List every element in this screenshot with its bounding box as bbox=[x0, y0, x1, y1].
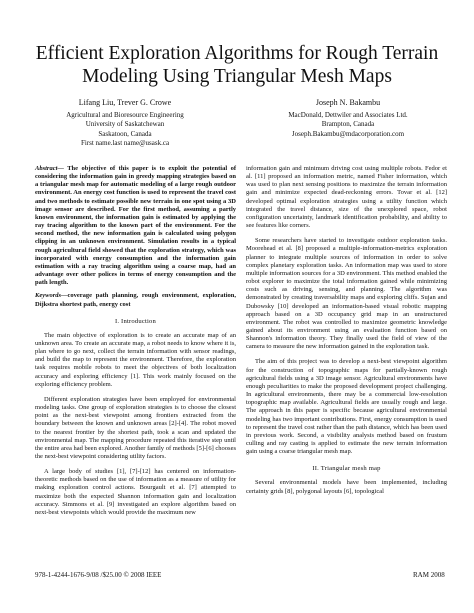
author-affiliation: Agricultural and Bioresource Engineering bbox=[66, 111, 184, 119]
body-paragraph: A large body of studies [1], [7]-[12] has centered on information-theoretic methods based on the use of information as a measure of utility for making exploration control actions. Bourgault et al. [7] attempted to maximize both the expected Shannon information gain and localization accuracy. Simmons et al. [9] investigated an explore algorithm based on next-best viewpoints which would provide the maximum new bbox=[35, 468, 236, 516]
left-column bbox=[35, 165, 236, 517]
abstract-label: Abstract— bbox=[35, 165, 64, 172]
abstract bbox=[35, 165, 236, 287]
author-block-2 bbox=[248, 98, 448, 139]
body-paragraph: The main objective of exploration is to create an accurate map of an unknown area. To create an accurate map, a robot needs to know where it is, plan where to go next, collect the terrain information with sensor readings, and build the map to represent the environment. Therefore, the exploration task requires mobile robots to meet the objectives of both localization accuracy and exploring efficiency [1]. This work mainly focused on the exploring efficiency problem. bbox=[35, 331, 236, 388]
body-paragraph: Several environmental models have been implemented, including certainty grids [8], polygonal layouts [6], topological bbox=[246, 479, 447, 495]
author-email: First name.last name@usask.ca bbox=[80, 138, 170, 147]
keywords-label: Keywords— bbox=[35, 292, 68, 300]
author-names: Lifang Liu, Trever G. Crowe bbox=[78, 98, 172, 107]
body-paragraph: Different exploration strategies have been employed for environmental modeling tasks. One group of exploration strategies is to choose the closest point as the next-best viewpoint among frontiers extracted from the boundary between the known and unknown areas [2]-[4]. The robot moved to the nearest frontier by the shortest path, took a scan and updated the environmental map. The mapping procedure repeated this iterative step until the entire area had been explored. Another family of methods [5]-[6] chooses the next-best viewpoint considering utility factors. bbox=[35, 395, 236, 460]
author-institution: University of Saskatchewan bbox=[85, 120, 165, 129]
keywords bbox=[35, 292, 236, 308]
footer-conference: RAM 2008 bbox=[413, 571, 445, 579]
author-location: Brampton, Canada bbox=[321, 120, 375, 129]
footer-copyright: 978-1-4244-1676-9/08 /$25.00 © 2008 IEEE bbox=[35, 571, 162, 579]
section-heading-mesh-map: II. Triangular mesh map bbox=[312, 465, 381, 473]
right-column bbox=[246, 165, 447, 496]
body-paragraph: Some researchers have started to investigate outdoor exploration tasks. Moorehead et al. [8] proposed a multiple-information-metrics exploration planner to integrate multiple sources of information in order to solve complex planetary exploration tasks. An information map was used to store multiple information sources for a 3D environment. This method enabled the robot explorer to maximize the total information gained while minimizing costs such as driving, sensing, and planning. The algorithm was demonstrated by creating traversability maps and exploring cliffs. Sujan and Dubowsky [10] developed an information-based visual robotic mapping approach based on a 3D occupancy grid map in an unstructured environment. The robot was controlled to maximize geometric knowledge gained about its environment using an evaluation function based on Shannon's information theory. They finally used the field of view of the camera to measure the new information gained in the exploration task. bbox=[246, 237, 447, 351]
section-heading-introduction: I. Introduction bbox=[114, 317, 157, 325]
keywords-text: coverage path planning, rough environment, exploration, Dijkstra shortest path, energy cost bbox=[35, 292, 236, 308]
author-location: Saskatoon, Canada bbox=[98, 129, 152, 138]
body-paragraph: The aim of this project was to develop a next-best viewpoint algorithm for the construction of topographic maps for partially-known rough agricultural fields using a 3D image sensor. Agricultural environments have enough peculiarities to make the proposed development project challenging. In agricultural environments, there may be a commercial low-resolution topographic map available. Agricultural fields are usually rough and large. The approach in this paper is specific because agricultural environmental modeling has two important contributions. First, energy consumption is used to represent the travel cost rather than the path distance, which has been used in previous work. Second, a visibility analysis method based on frustum culling and ray casting is applied to estimate the new terrain information gain using a coarse triangular mesh map. bbox=[246, 358, 447, 456]
author-affiliation: MacDonald, Dettwiler and Associates Ltd. bbox=[288, 111, 408, 119]
author-block-1 bbox=[30, 98, 220, 148]
paper-title: Efficient Exploration Algorithms for Rough Terrain Modeling Using Triangular Mesh Maps bbox=[35, 43, 439, 87]
abstract-text: The objective of this paper is to exploit the potential of considering the information gain in greedy mapping strategies based on a triangular mesh map for automatic modeling of a large rough outdoor environment. An energy cost function is used to represent the travel cost and two methods to estimate possible new terrain in one spot using a 3D image sensor are described. For the first method, assuming a partly known environment, the information gain is estimated by applying the ray tracing algorithm to the known part of the environment. For the second method, the new information gain is calculated using polygon clipping in an unknown environment. Simulation results in a typical rough agricultural field showed that the exploration strategy, which was incorporated with energy consumption and the information gain estimation with a ray tracing algorithm using a coarse map, had an advantage over other polices in terms of energy consumption and the path length. bbox=[35, 165, 236, 287]
author-names: Joseph N. Bakambu bbox=[315, 98, 381, 107]
author-email: Joseph.Bakambu@mdacorporation.com bbox=[291, 129, 405, 138]
body-paragraph: information gain and minimum driving cost using multiple robots. Fedor et al. [11] proposed an information metric, named Fisher information, which was used to plan next sensing positions to maximize the terrain information gain and minimize expected dead-reckoning errors. Tovar et al. [12] developed optimal exploration strategies using a utility function which integrated the travel distance, size of the unexplored space, robot configuration uncertainty, landmark identification probability, and ability to see features like corners. bbox=[246, 165, 447, 230]
